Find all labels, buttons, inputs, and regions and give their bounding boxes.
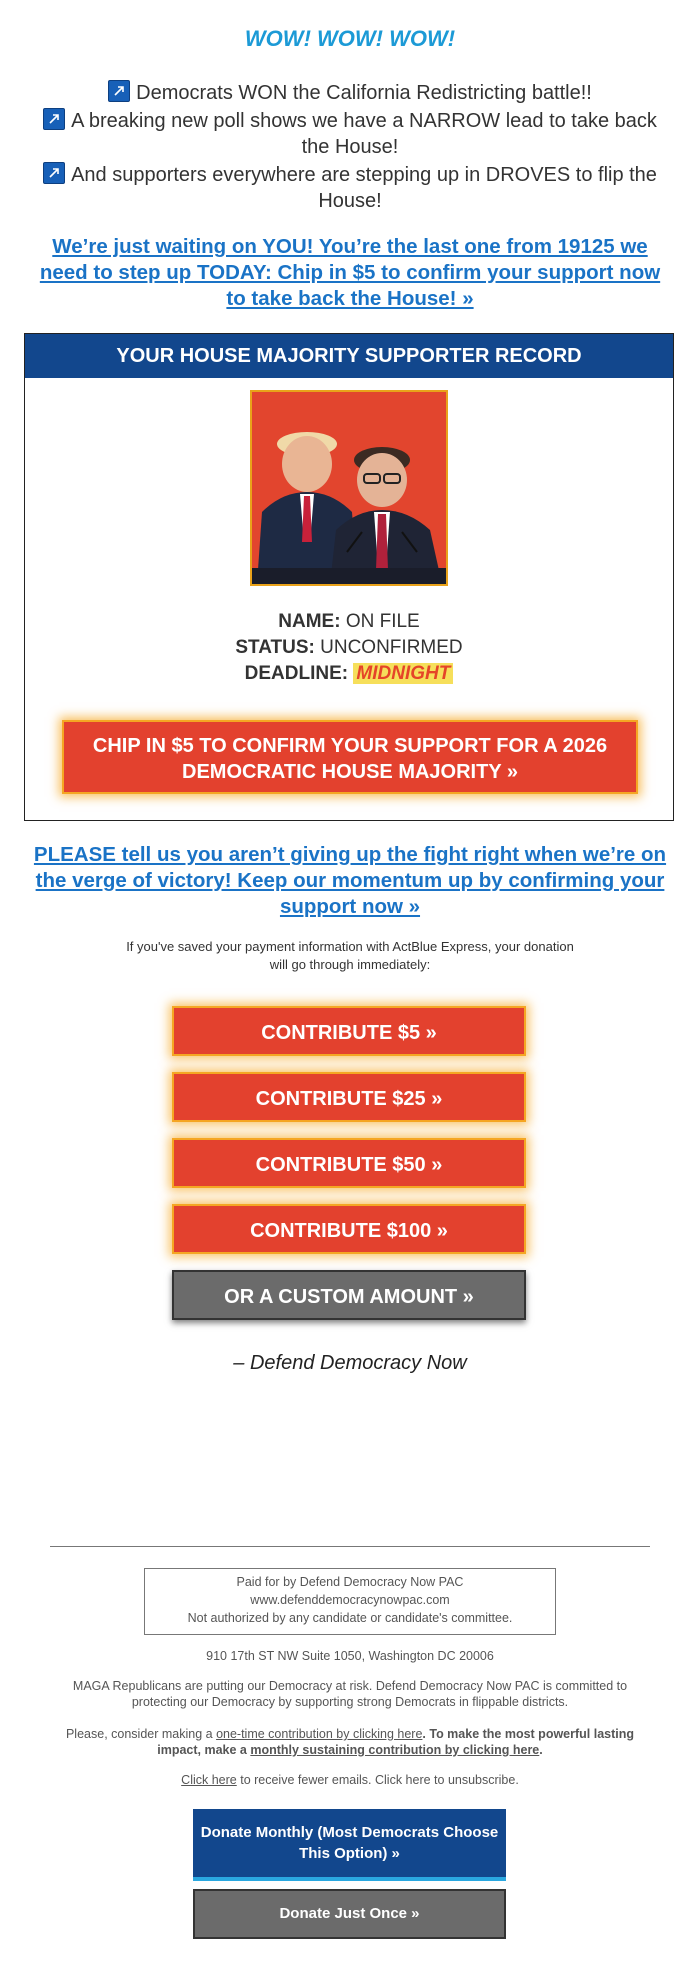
consider-prefix: Please, consider making a [65, 1727, 217, 1741]
bold-middle: . To make the most powerful lasting impact, make a [157, 1727, 635, 1757]
contribute-100-button[interactable]: CONTRIBUTE $100 » [172, 1204, 526, 1254]
status-row [25, 635, 673, 661]
contribute-5-button[interactable]: CONTRIBUTE $5 » [172, 1006, 526, 1056]
bullet-list [30, 80, 670, 216]
bullet-text: And supporters everywhere are stepping up in DROVES to flip the House! [71, 164, 657, 212]
bold-end: . [539, 1743, 543, 1757]
deadline-label: DEADLINE: [244, 663, 349, 684]
callout-top [28, 234, 672, 312]
signature: – Defend Democracy Now [233, 1352, 467, 1374]
bullet-text: A breaking new poll shows we have a NARROW lead to take back the House! [71, 110, 657, 158]
status-value: UNCONFIRMED [320, 637, 463, 658]
name-value: ON FILE [345, 611, 420, 632]
bullet-text: Democrats WON the California Redistricting battle!! [136, 82, 592, 104]
website-text: www.defenddemocracynowpac.com [250, 1593, 450, 1607]
express-note: If you've saved your payment information with ActBlue Express, your donation will go through immediately: [126, 939, 574, 972]
custom-amount-button[interactable]: OR A CUSTOM AMOUNT » [172, 1270, 526, 1320]
chip-in-button[interactable]: CHIP IN $5 TO CONFIRM YOUR SUPPORT FOR A 2026 DEMOCRATIC HOUSE MAJORITY » [62, 720, 638, 794]
donate-once-button[interactable]: Donate Just Once » [193, 1889, 506, 1939]
up-arrow-icon [108, 80, 130, 102]
fewer-emails-text: to receive fewer emails. Click here to unsubscribe. [236, 1773, 519, 1787]
bullet-item [30, 80, 670, 106]
deadline-row [25, 661, 673, 687]
paid-for-box [144, 1568, 556, 1635]
one-time-link[interactable]: one-time contribution by clicking here [216, 1727, 423, 1741]
candidates-photo[interactable] [250, 390, 448, 586]
mission-text: MAGA Republicans are putting our Democracy at risk. Defend Democracy Now PAC is committed to protecting our Democracy by supporting strong Democrats in flippable districts. [72, 1679, 628, 1709]
name-row [25, 609, 673, 635]
deadline-value: MIDNIGHT [353, 663, 453, 684]
record-title: YOUR HOUSE MAJORITY SUPPORTER RECORD [25, 334, 673, 378]
callout-top-link[interactable]: We’re just waiting on YOU! You’re the last one from 19125 we need to step up TODAY: Chip in $5 to confirm your support now to take back the House! » [39, 235, 661, 310]
donate-monthly-button[interactable]: Donate Monthly (Most Democrats Choose This Option) » [193, 1809, 506, 1881]
contribute-25-button[interactable]: CONTRIBUTE $25 » [172, 1072, 526, 1122]
supporter-record-box [24, 333, 674, 821]
name-label: NAME: [278, 611, 341, 632]
not-authorized-text: Not authorized by any candidate or candidate's committee. [187, 1611, 513, 1625]
up-arrow-icon [43, 108, 65, 130]
footer-divider [50, 1546, 650, 1547]
contribution-options-text [55, 1726, 645, 1758]
bullet-item [30, 108, 670, 160]
fewer-emails-link[interactable]: Click here [181, 1773, 237, 1787]
record-details [25, 609, 673, 687]
paid-for-text: Paid for by Defend Democracy Now PAC [236, 1575, 464, 1589]
email-preferences-text [55, 1772, 645, 1788]
bullet-item [30, 162, 670, 214]
headline: WOW! WOW! WOW! [244, 26, 456, 51]
address: 910 17th ST NW Suite 1050, Washington DC 20006 [206, 1649, 494, 1663]
status-label: STATUS: [235, 637, 315, 658]
monthly-link[interactable]: monthly sustaining contribution by clicking here [250, 1743, 540, 1757]
contribute-50-button[interactable]: CONTRIBUTE $50 » [172, 1138, 526, 1188]
up-arrow-icon [43, 162, 65, 184]
callout-middle [22, 842, 678, 920]
callout-middle-link[interactable]: PLEASE tell us you aren’t giving up the fight right when we’re on the verge of victory! Keep our momentum up by confirming your support now » [33, 843, 667, 918]
